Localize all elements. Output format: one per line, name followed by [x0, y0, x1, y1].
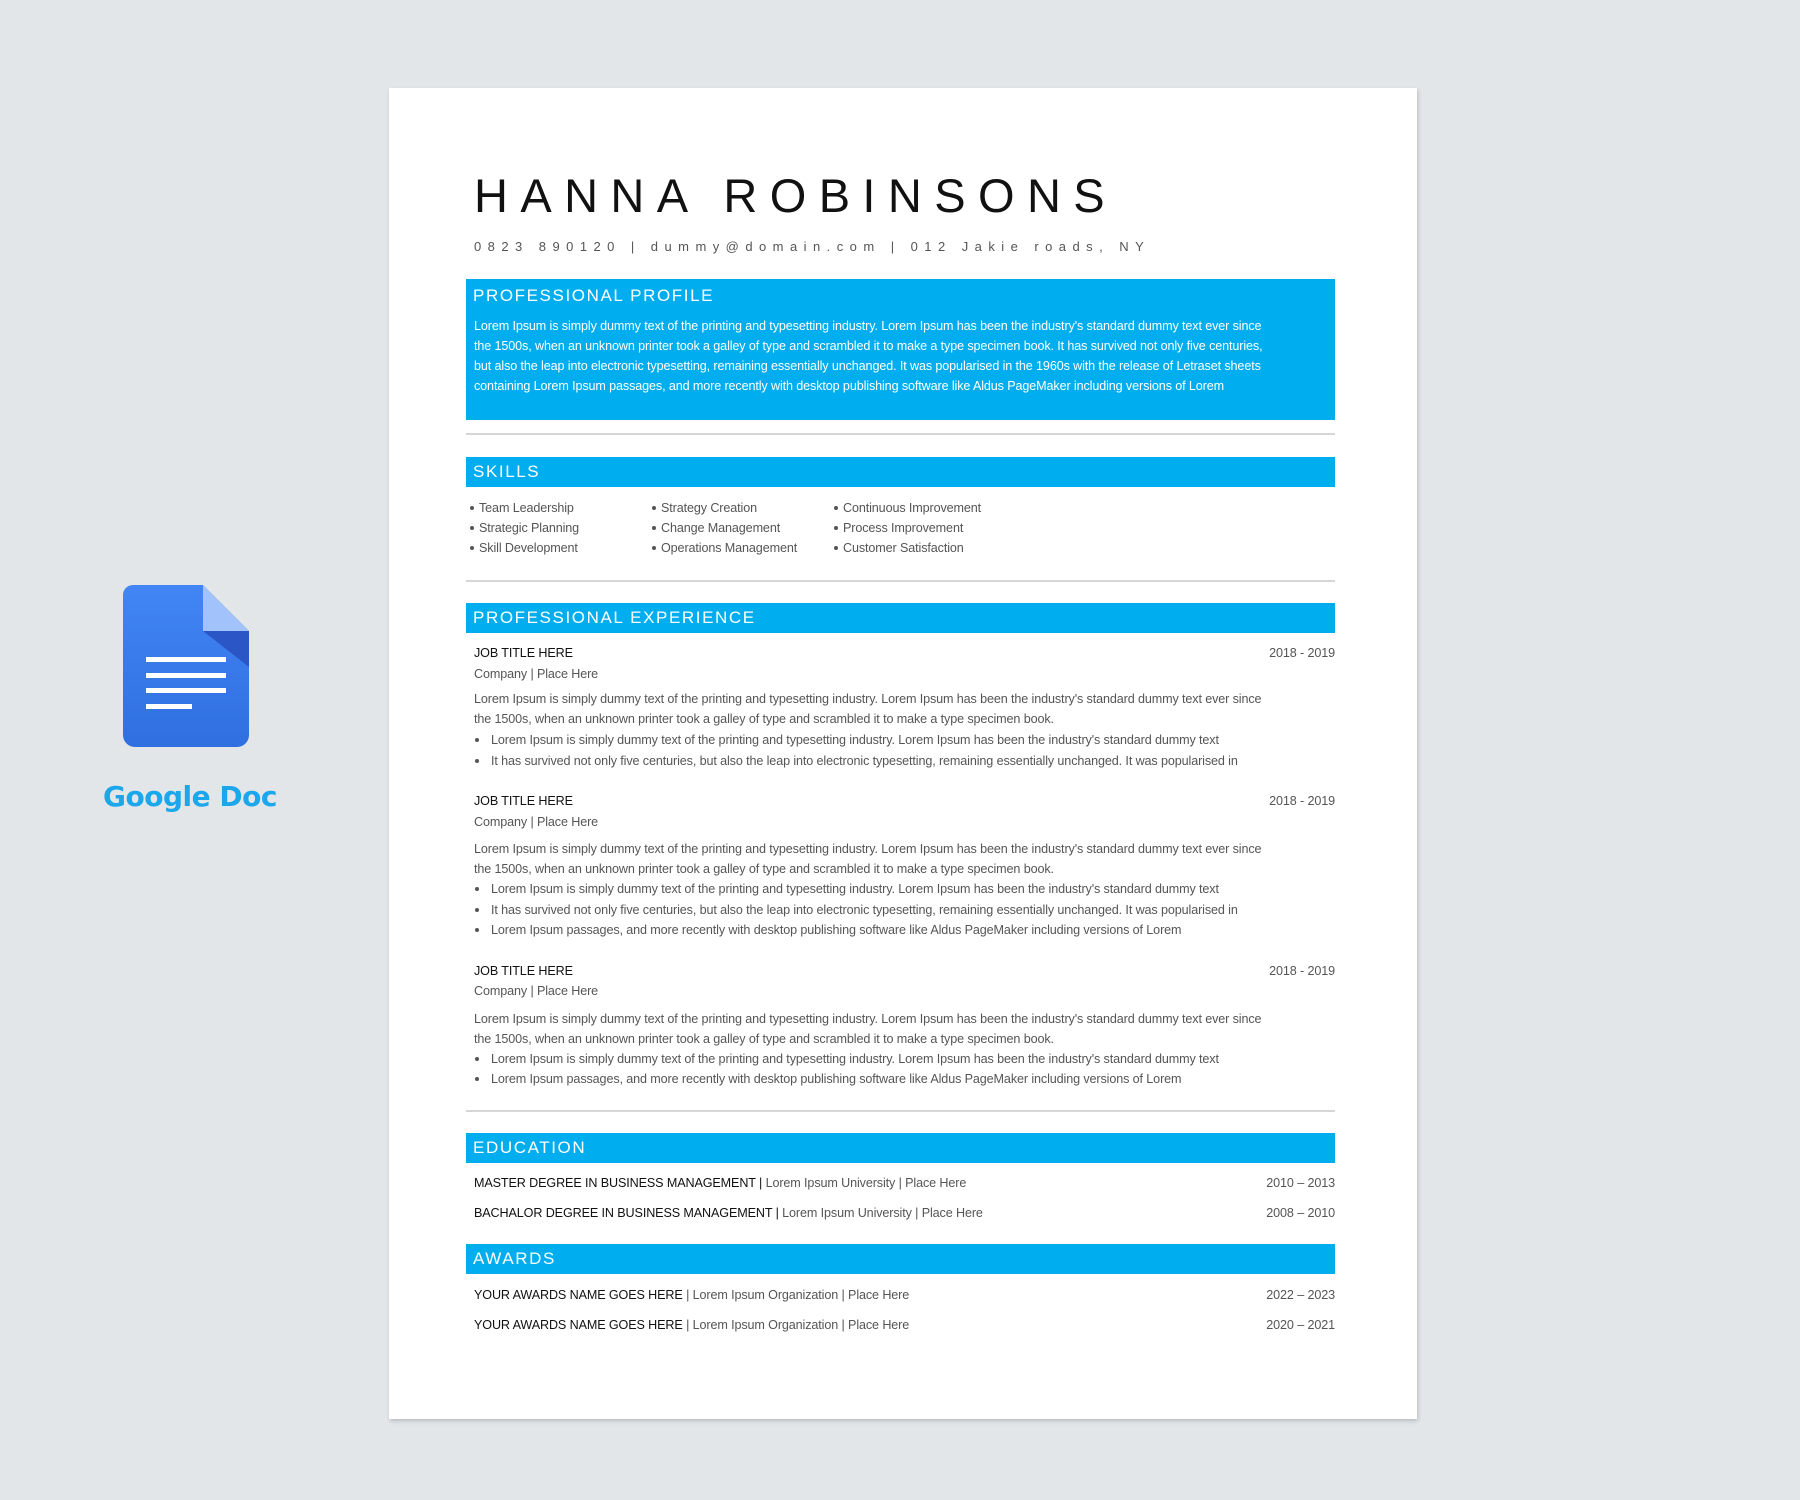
resume-page: [389, 88, 1417, 1419]
education-dates: 2008 – 2010: [1266, 1206, 1335, 1220]
job-company: Company | Place Here: [474, 815, 599, 829]
degree-title: MASTER DEGREE IN BUSINESS MANAGEMENT: [474, 1176, 756, 1190]
award-detail: Lorem Ipsum Organization | Place Here: [692, 1288, 910, 1302]
experience-heading-bar: [466, 603, 1335, 633]
job-summary-line: Lorem Ipsum is simply dummy text of the printing and typesetting industry. Lorem Ipsum has been the industry's standard dummy text ever since: [474, 692, 1262, 706]
section-divider: [466, 433, 1335, 435]
bullet-icon: [475, 908, 479, 912]
separator: |: [682, 1288, 693, 1302]
job-dates: 2018 - 2019: [1269, 646, 1335, 660]
skill-item: Process Improvement: [843, 521, 964, 535]
skills-heading-bar: [466, 457, 1335, 487]
skill-item: Strategic Planning: [479, 521, 580, 535]
job-bullet: Lorem Ipsum passages, and more recently with desktop publishing software like Aldus PageMaker including versions of Lorem: [491, 923, 1182, 937]
bullet-icon: [475, 928, 479, 932]
contact-line: 0823 890120 | dummy@domain.com | 012 Jakie roads, NY: [474, 239, 1151, 254]
skill-item: Customer Satisfaction: [843, 541, 964, 555]
degree-title: BACHALOR DEGREE IN BUSINESS MANAGEMENT: [474, 1206, 773, 1220]
education-heading-bar: [466, 1133, 1335, 1163]
job-bullet: Lorem Ipsum is simply dummy text of the printing and typesetting industry. Lorem Ipsum has been the industry's standard dummy text: [491, 882, 1219, 896]
separator: |: [772, 1206, 783, 1220]
bullet-icon: [475, 887, 479, 891]
education-heading: EDUCATION: [473, 1138, 587, 1157]
profile-line: Lorem Ipsum is simply dummy text of the printing and typesetting industry. Lorem Ipsum has been the industry's standard dummy text ever since: [474, 319, 1262, 333]
job-bullet: Lorem Ipsum is simply dummy text of the printing and typesetting industry. Lorem Ipsum has been the industry's standard dummy text: [491, 1052, 1219, 1066]
bullet-icon: [470, 526, 474, 530]
section-divider: [466, 1110, 1335, 1112]
experience-heading: PROFESSIONAL EXPERIENCE: [473, 608, 756, 627]
bullet-icon: [470, 506, 474, 510]
skill-item: Team Leadership: [479, 501, 574, 515]
bullet-icon: [470, 546, 474, 550]
job-summary-line: Lorem Ipsum is simply dummy text of the printing and typesetting industry. Lorem Ipsum has been the industry's standard dummy text ever since: [474, 1012, 1262, 1026]
bullet-icon: [834, 546, 838, 550]
degree-detail: Lorem Ipsum University | Place Here: [765, 1176, 967, 1190]
job-title: JOB TITLE HERE: [474, 646, 573, 660]
separator: |: [682, 1318, 693, 1332]
bullet-icon: [475, 1077, 479, 1081]
profile-heading: PROFESSIONAL PROFILE: [473, 286, 715, 305]
job-summary-line: the 1500s, when an unknown printer took a galley of type and scrambled it to make a type specimen book.: [474, 1032, 1054, 1046]
job-company: Company | Place Here: [474, 667, 599, 681]
profile-line: but also the leap into electronic typesetting, remaining essentially unchanged. It was popularised in the 1960s with the release of Letraset sheets: [474, 359, 1261, 373]
bullet-icon: [652, 506, 656, 510]
awards-heading-bar: [466, 1244, 1335, 1274]
skill-item: Skill Development: [479, 541, 578, 555]
profile-line: the 1500s, when an unknown printer took a galley of type and scrambled it to make a type specimen book. It has survived not only five centuries,: [474, 339, 1263, 353]
section-divider: [466, 580, 1335, 582]
bullet-icon: [475, 1057, 479, 1061]
job-title: JOB TITLE HERE: [474, 794, 573, 808]
job-bullet: It has survived not only five centuries, but also the leap into electronic typesetting, remaining essentially unchanged. It was popularised in: [491, 754, 1238, 768]
degree-detail: Lorem Ipsum University | Place Here: [782, 1206, 983, 1220]
skill-item: Change Management: [661, 521, 781, 535]
job-dates: 2018 - 2019: [1269, 964, 1335, 978]
award-detail: Lorem Ipsum Organization | Place Here: [692, 1318, 910, 1332]
education-item: [474, 1203, 983, 1223]
award-item: [474, 1285, 909, 1305]
profile-section: [466, 279, 1335, 420]
resume-name: HANNA ROBINSONS: [474, 169, 1118, 222]
job-summary-line: the 1500s, when an unknown printer took a galley of type and scrambled it to make a type specimen book.: [474, 712, 1054, 726]
bullet-icon: [834, 506, 838, 510]
job-company: Company | Place Here: [474, 984, 599, 998]
bullet-icon: [652, 526, 656, 530]
award-dates: 2022 – 2023: [1266, 1288, 1335, 1302]
google-doc-label: Google Doc: [103, 780, 277, 813]
award-dates: 2020 – 2021: [1266, 1318, 1335, 1332]
award-item: [474, 1315, 909, 1335]
job-dates: 2018 - 2019: [1269, 794, 1335, 808]
job-title: JOB TITLE HERE: [474, 964, 573, 978]
profile-line: containing Lorem Ipsum passages, and more recently with desktop publishing software like Aldus PageMaker including versions of Lorem: [474, 379, 1224, 393]
job-bullet: It has survived not only five centuries, but also the leap into electronic typesetting, remaining essentially unchanged. It was popularised in: [491, 903, 1238, 917]
education-dates: 2010 – 2013: [1266, 1176, 1335, 1190]
bullet-icon: [475, 738, 479, 742]
award-name: YOUR AWARDS NAME GOES HERE: [474, 1288, 683, 1302]
award-name: YOUR AWARDS NAME GOES HERE: [474, 1318, 683, 1332]
bullet-icon: [652, 546, 656, 550]
google-docs-icon: [123, 585, 249, 747]
job-summary-line: Lorem Ipsum is simply dummy text of the printing and typesetting industry. Lorem Ipsum has been the industry's standard dummy text ever since: [474, 842, 1262, 856]
skill-item: Continuous Improvement: [843, 501, 982, 515]
job-bullet: Lorem Ipsum passages, and more recently with desktop publishing software like Aldus PageMaker including versions of Lorem: [491, 1072, 1182, 1086]
skill-item: Operations Management: [661, 541, 798, 555]
skills-heading: SKILLS: [473, 462, 541, 481]
awards-heading: AWARDS: [473, 1249, 556, 1268]
bullet-icon: [834, 526, 838, 530]
education-item: [474, 1173, 966, 1193]
skill-item: Strategy Creation: [661, 501, 757, 515]
bullet-icon: [475, 759, 479, 763]
separator: |: [755, 1176, 766, 1190]
job-summary-line: the 1500s, when an unknown printer took a galley of type and scrambled it to make a type specimen book.: [474, 862, 1054, 876]
job-bullet: Lorem Ipsum is simply dummy text of the printing and typesetting industry. Lorem Ipsum has been the industry's standard dummy text: [491, 733, 1219, 747]
